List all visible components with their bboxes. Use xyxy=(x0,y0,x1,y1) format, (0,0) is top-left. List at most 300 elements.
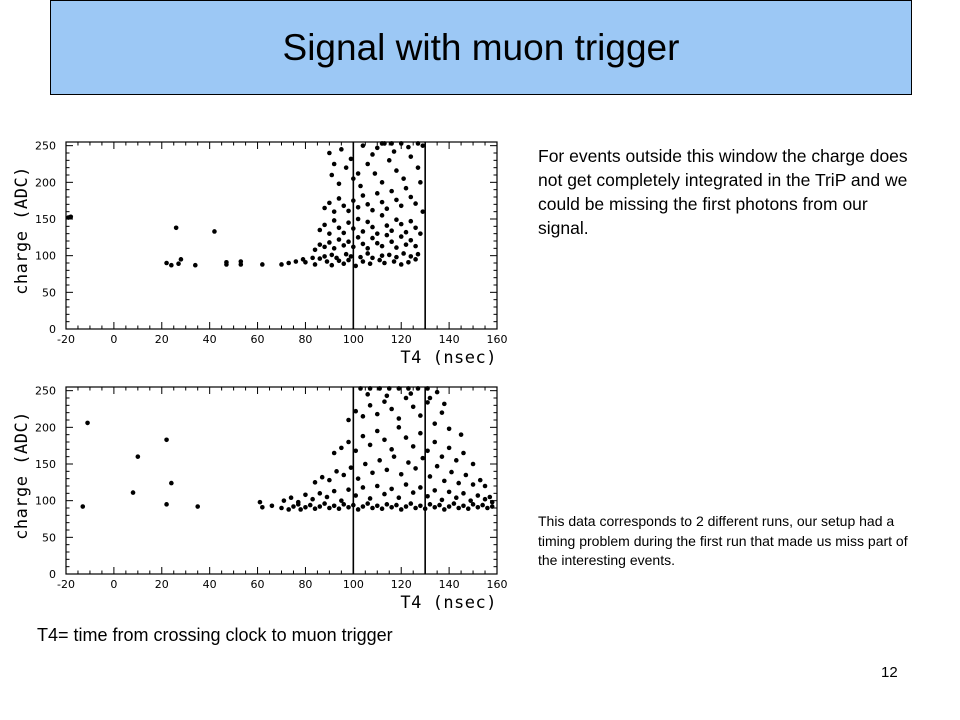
data-point xyxy=(332,246,337,251)
data-point xyxy=(298,507,303,512)
data-point xyxy=(353,409,358,414)
data-point xyxy=(339,147,344,152)
data-point xyxy=(394,245,399,250)
data-point xyxy=(212,229,217,234)
data-point xyxy=(392,149,397,154)
data-point xyxy=(258,500,263,505)
data-point xyxy=(337,506,342,511)
y-tick-label: 200 xyxy=(35,421,56,435)
data-point xyxy=(382,492,387,497)
data-point xyxy=(365,202,370,207)
data-point xyxy=(389,189,394,194)
data-point xyxy=(377,258,382,263)
data-point xyxy=(409,154,414,159)
data-point xyxy=(428,474,433,479)
x-tick-label: 100 xyxy=(342,578,364,591)
data-point xyxy=(356,217,361,222)
data-point xyxy=(375,191,380,196)
data-point xyxy=(346,487,351,492)
data-point xyxy=(480,503,485,508)
data-point xyxy=(349,465,354,470)
scatter-plot-bottom xyxy=(0,365,520,620)
data-point xyxy=(313,262,318,267)
data-point xyxy=(303,493,308,498)
data-point xyxy=(394,198,399,203)
data-point xyxy=(382,399,387,404)
y-tick-label: 0 xyxy=(49,323,56,336)
data-point xyxy=(341,243,346,248)
data-point xyxy=(461,491,466,496)
data-point xyxy=(169,481,174,486)
data-point xyxy=(399,472,404,477)
data-point xyxy=(401,251,406,256)
data-point xyxy=(365,251,370,256)
data-point xyxy=(404,242,409,247)
data-point xyxy=(224,260,229,265)
x-tick-label: 80 xyxy=(298,578,313,591)
data-point xyxy=(356,235,361,240)
data-point xyxy=(406,145,411,150)
data-point xyxy=(365,501,370,506)
data-point xyxy=(346,418,351,423)
data-point xyxy=(310,497,315,502)
data-point xyxy=(406,386,411,391)
data-point xyxy=(375,231,380,236)
data-point xyxy=(459,432,464,437)
x-tick-label: 80 xyxy=(298,333,313,346)
data-point xyxy=(399,222,404,227)
data-point xyxy=(322,223,327,228)
data-point xyxy=(389,407,394,412)
data-point xyxy=(394,255,399,260)
data-point xyxy=(425,449,430,454)
data-point xyxy=(380,244,385,249)
data-point xyxy=(413,244,418,249)
data-point xyxy=(318,491,323,496)
data-point xyxy=(416,141,421,146)
data-point xyxy=(454,495,459,500)
x-axis-label: T4 (nsec) xyxy=(400,348,497,368)
data-point xyxy=(344,252,349,257)
data-point xyxy=(488,495,493,500)
data-point xyxy=(270,504,275,509)
y-tick-label: 150 xyxy=(35,458,56,471)
y-tick-label: 200 xyxy=(35,176,56,190)
data-point xyxy=(409,254,414,259)
data-point xyxy=(375,504,380,509)
data-point xyxy=(349,254,354,259)
x-tick-label: -20 xyxy=(57,333,75,346)
data-point xyxy=(413,257,418,262)
data-point xyxy=(322,245,327,250)
data-point xyxy=(389,141,394,146)
data-point xyxy=(409,391,414,396)
data-point xyxy=(164,261,169,266)
x-tick-label: 120 xyxy=(390,578,412,591)
x-tick-label: 0 xyxy=(110,578,118,591)
data-point xyxy=(164,502,169,507)
data-point xyxy=(337,182,342,187)
data-point xyxy=(351,245,356,250)
data-point xyxy=(428,502,433,507)
data-point xyxy=(389,505,394,510)
data-point xyxy=(370,225,375,230)
data-point xyxy=(286,261,291,266)
data-point xyxy=(409,501,414,506)
data-point xyxy=(332,209,337,214)
x-axis-label: T4 (nsec) xyxy=(400,593,497,613)
title-box xyxy=(50,0,912,95)
data-point xyxy=(308,503,313,508)
data-point xyxy=(399,262,404,267)
x-tick-label: 140 xyxy=(438,578,460,591)
data-point xyxy=(346,505,351,510)
data-point xyxy=(413,466,418,471)
data-point xyxy=(454,458,459,463)
data-point xyxy=(341,261,346,266)
data-point xyxy=(327,201,332,206)
y-tick-label: 250 xyxy=(35,384,56,398)
data-point xyxy=(389,447,394,452)
data-point xyxy=(428,396,433,401)
data-point xyxy=(238,259,243,264)
data-point xyxy=(435,390,440,395)
data-point xyxy=(413,226,418,231)
data-point xyxy=(365,220,370,225)
data-point xyxy=(358,184,363,189)
data-point xyxy=(485,506,490,511)
data-point xyxy=(375,241,380,246)
data-point xyxy=(346,209,351,214)
data-point xyxy=(332,489,337,494)
data-point xyxy=(310,256,315,261)
data-point xyxy=(385,223,390,228)
plot-frame xyxy=(66,387,497,574)
data-point xyxy=(365,246,370,251)
data-point xyxy=(327,151,332,156)
data-point xyxy=(176,261,181,266)
data-point xyxy=(389,487,394,492)
data-point xyxy=(329,263,334,268)
data-point xyxy=(416,252,421,257)
data-point xyxy=(294,259,299,264)
data-point xyxy=(373,171,378,176)
data-point xyxy=(387,158,392,163)
data-point xyxy=(382,261,387,266)
data-point xyxy=(368,403,373,408)
data-point xyxy=(380,213,385,218)
data-point xyxy=(351,198,356,203)
data-point xyxy=(356,507,361,512)
data-point xyxy=(356,476,361,481)
data-point xyxy=(349,157,354,162)
data-point xyxy=(389,239,394,244)
data-point xyxy=(389,228,394,233)
data-point xyxy=(85,421,90,426)
data-point xyxy=(420,209,425,214)
data-point xyxy=(353,449,358,454)
data-point xyxy=(356,205,361,210)
data-point xyxy=(195,504,200,509)
x-tick-label: -20 xyxy=(57,578,75,591)
data-point xyxy=(337,196,342,201)
data-point xyxy=(385,233,390,238)
data-point xyxy=(332,451,337,456)
data-point xyxy=(387,253,392,258)
data-point xyxy=(286,507,291,512)
data-point xyxy=(325,259,330,264)
data-point xyxy=(471,462,476,467)
data-point xyxy=(394,503,399,508)
data-point xyxy=(404,435,409,440)
data-point xyxy=(370,152,375,157)
data-point xyxy=(344,165,349,170)
data-point xyxy=(413,506,418,511)
y-tick-label: 0 xyxy=(49,568,56,581)
y-tick-label: 50 xyxy=(42,286,56,300)
data-point xyxy=(322,254,327,259)
data-point xyxy=(329,173,334,178)
data-point xyxy=(392,259,397,264)
data-point xyxy=(406,460,411,465)
data-point xyxy=(337,226,342,231)
data-point xyxy=(418,231,423,236)
data-point xyxy=(411,490,416,495)
data-point xyxy=(442,402,447,407)
data-point xyxy=(483,497,488,502)
y-axis-label: charge (ADC) xyxy=(12,166,32,295)
data-point xyxy=(394,168,399,173)
data-point xyxy=(136,454,141,459)
data-point xyxy=(399,234,404,239)
data-point xyxy=(456,481,461,486)
data-point xyxy=(164,438,169,443)
data-point xyxy=(490,500,495,505)
data-point xyxy=(329,253,334,258)
data-point xyxy=(404,482,409,487)
data-point xyxy=(442,479,447,484)
data-point xyxy=(370,236,375,241)
data-point xyxy=(440,454,445,459)
data-point xyxy=(296,500,301,505)
data-point xyxy=(370,471,375,476)
x-tick-label: 40 xyxy=(202,578,217,591)
data-point xyxy=(425,400,430,405)
data-point xyxy=(327,478,332,483)
data-point xyxy=(279,262,284,267)
data-point xyxy=(432,421,437,426)
data-point xyxy=(174,226,179,231)
data-point xyxy=(322,206,327,211)
x-tick-label: 160 xyxy=(486,578,508,591)
y-tick-label: 100 xyxy=(35,249,56,263)
data-point xyxy=(320,475,325,480)
data-point xyxy=(361,504,366,509)
data-point xyxy=(358,255,363,260)
data-point xyxy=(346,440,351,445)
data-point xyxy=(346,220,351,225)
data-point xyxy=(260,505,265,510)
data-point xyxy=(399,141,404,146)
data-point xyxy=(392,454,397,459)
data-point xyxy=(442,507,447,512)
data-point xyxy=(404,186,409,191)
data-point xyxy=(279,506,284,511)
data-point xyxy=(361,229,366,234)
data-point xyxy=(416,386,421,391)
y-axis-label: charge (ADC) xyxy=(12,411,32,540)
data-point xyxy=(380,506,385,511)
data-point xyxy=(432,440,437,445)
data-point xyxy=(425,494,430,499)
data-point xyxy=(370,506,375,511)
data-point xyxy=(440,410,445,415)
data-point xyxy=(377,458,382,463)
data-point xyxy=(432,488,437,493)
data-point xyxy=(468,498,473,503)
x-tick-label: 100 xyxy=(342,333,364,346)
data-point xyxy=(289,495,294,500)
data-point xyxy=(447,446,452,451)
data-point xyxy=(411,444,416,449)
data-point xyxy=(346,239,351,244)
data-point xyxy=(356,171,361,176)
data-point xyxy=(423,506,428,511)
data-point xyxy=(435,464,440,469)
data-point xyxy=(464,473,469,478)
data-point xyxy=(313,506,318,511)
data-point xyxy=(332,504,337,509)
data-point xyxy=(361,242,366,247)
data-point xyxy=(375,412,380,417)
data-point xyxy=(169,263,174,268)
data-point xyxy=(332,218,337,223)
data-point xyxy=(339,446,344,451)
x-tick-label: 160 xyxy=(486,333,508,346)
data-point xyxy=(385,394,390,399)
data-point xyxy=(325,495,330,500)
data-point xyxy=(425,386,430,391)
data-point xyxy=(397,416,402,421)
data-point xyxy=(397,495,402,500)
side-note-top: For events outside this window the charge does not get completely integrated in the TriP and we could be missing the first photons from our signal. xyxy=(538,146,908,238)
data-point xyxy=(361,414,366,419)
y-tick-label: 250 xyxy=(35,139,56,153)
data-point xyxy=(179,257,184,262)
caption: T4= time from crossing clock to muon trigger xyxy=(37,625,393,645)
data-point xyxy=(418,485,423,490)
y-tick-label: 50 xyxy=(42,531,56,545)
data-point xyxy=(385,206,390,211)
data-point xyxy=(327,240,332,245)
data-point xyxy=(353,264,358,269)
data-point xyxy=(301,257,306,262)
data-point xyxy=(303,505,308,510)
y-tick-label: 150 xyxy=(35,213,56,226)
x-tick-label: 140 xyxy=(438,333,460,346)
data-point xyxy=(368,386,373,391)
y-tick-label: 100 xyxy=(35,494,56,508)
data-point xyxy=(437,503,442,508)
data-point xyxy=(68,215,73,220)
data-point xyxy=(318,228,323,233)
data-point xyxy=(361,259,366,264)
data-point xyxy=(361,485,366,490)
data-point xyxy=(193,263,198,268)
x-tick-label: 20 xyxy=(154,333,169,346)
data-point xyxy=(351,503,356,508)
data-point xyxy=(380,200,385,205)
data-point xyxy=(385,502,390,507)
data-point xyxy=(406,260,411,265)
data-point xyxy=(447,504,452,509)
data-point xyxy=(351,226,356,231)
side-note-bottom: This data corresponds to 2 different runs, our setup had a timing problem during the first run that made us miss part of the interesting events. xyxy=(538,513,908,568)
data-point xyxy=(260,262,265,267)
data-point xyxy=(291,504,296,509)
data-point xyxy=(334,256,339,261)
data-point xyxy=(411,405,416,410)
data-point xyxy=(370,208,375,213)
data-point xyxy=(318,256,323,261)
data-point xyxy=(418,180,423,185)
data-point xyxy=(447,490,452,495)
data-point xyxy=(313,248,318,253)
data-point xyxy=(80,504,85,509)
data-point xyxy=(385,468,390,473)
slide-title: Signal with muon trigger xyxy=(282,26,680,68)
data-point xyxy=(322,501,327,506)
data-point xyxy=(404,230,409,235)
data-point xyxy=(401,176,406,181)
data-point xyxy=(313,480,318,485)
data-point xyxy=(339,498,344,503)
data-point xyxy=(466,506,471,511)
data-point xyxy=(365,162,370,167)
data-point xyxy=(380,253,385,258)
data-point xyxy=(452,501,457,506)
data-point xyxy=(282,498,287,503)
data-point xyxy=(483,484,488,489)
data-point xyxy=(418,413,423,418)
data-point xyxy=(409,238,414,243)
data-point xyxy=(416,165,421,170)
scatter-plot-top xyxy=(0,120,520,375)
x-tick-label: 20 xyxy=(154,578,169,591)
data-point xyxy=(420,143,425,148)
data-point xyxy=(404,396,409,401)
data-point xyxy=(461,451,466,456)
data-point xyxy=(341,231,346,236)
plot-frame xyxy=(66,142,497,329)
page-number: 12 xyxy=(881,664,898,681)
data-point xyxy=(318,242,323,247)
data-point xyxy=(361,434,366,439)
data-point xyxy=(432,505,437,510)
data-point xyxy=(394,217,399,222)
data-point xyxy=(471,482,476,487)
data-point xyxy=(399,204,404,209)
data-point xyxy=(447,427,452,432)
data-point xyxy=(418,504,423,509)
data-point xyxy=(375,484,380,489)
data-point xyxy=(361,143,366,148)
data-point xyxy=(476,505,481,510)
data-point xyxy=(380,141,385,146)
data-point xyxy=(131,490,136,495)
data-point xyxy=(490,504,495,509)
data-point xyxy=(409,195,414,200)
